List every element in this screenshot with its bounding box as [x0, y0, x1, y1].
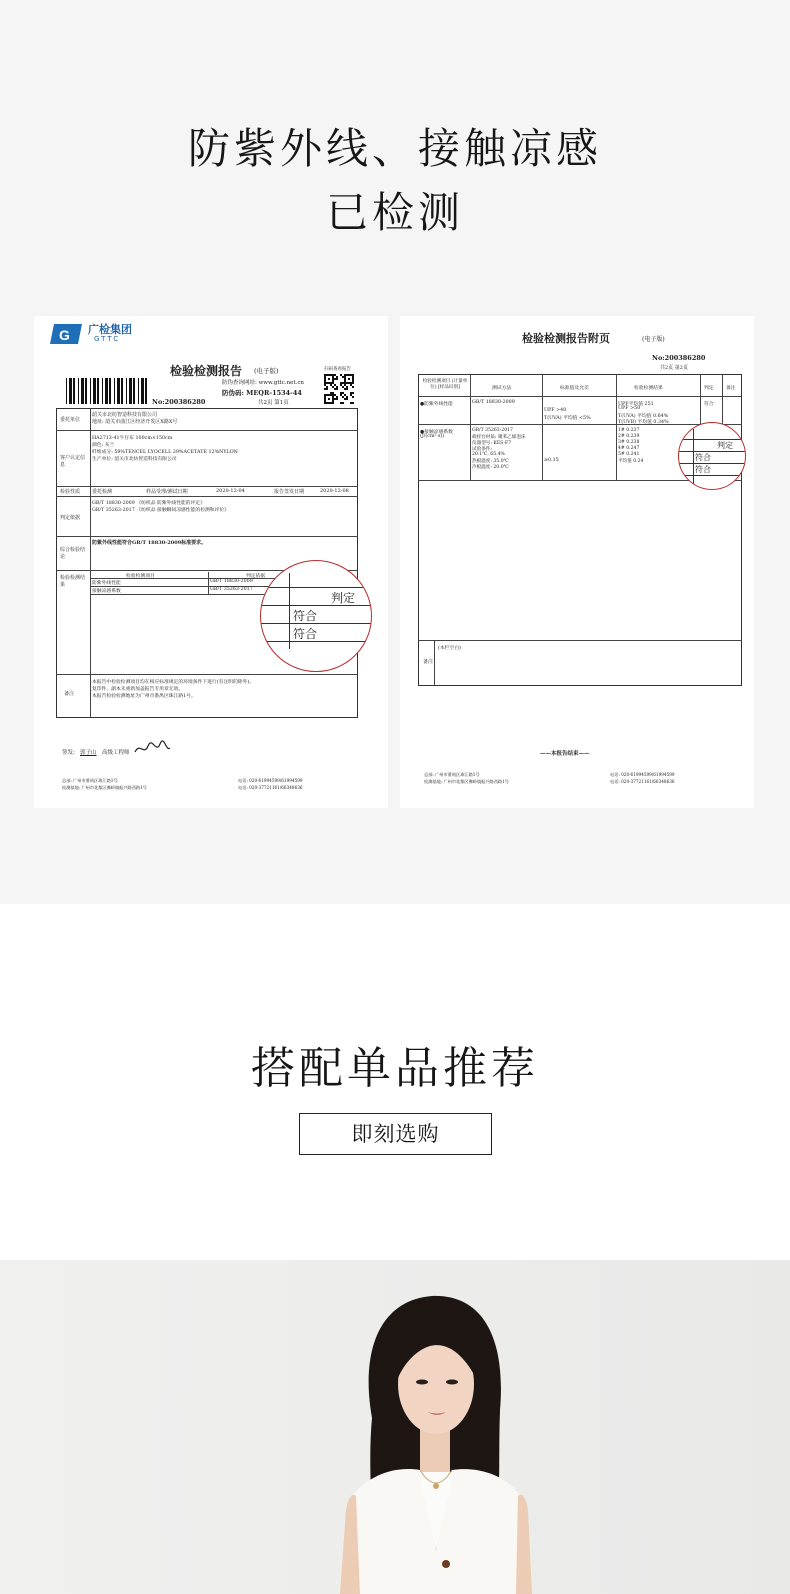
report-page-2: [400, 316, 754, 808]
zoom-circle: [260, 560, 372, 672]
zoom-header: 判定: [331, 591, 356, 605]
svg-text:G: G: [59, 327, 70, 343]
col-header-method: 测试方法: [492, 386, 512, 391]
col-header-standard: 标准值及允差: [560, 386, 589, 391]
results-row2-basis: GB/T 35263-2017: [210, 587, 253, 592]
recommend-section: [0, 904, 790, 1260]
remark-line-2: 复印件、副本未重新加盖报告专用章无效。: [92, 687, 184, 692]
appendix-zoom-circle: [678, 422, 746, 490]
col-header-remark: 备注: [726, 386, 736, 391]
headline-line2: 已检测: [325, 188, 464, 237]
appendix-footer-left-2: 检测基地: 广州市花都区狮岭镇振兴路西路1号: [424, 779, 509, 784]
footer-right-2: 电话: 020-37721161/66348636: [238, 785, 303, 790]
row2-result-5: 5# 0.241: [618, 452, 640, 457]
footer-left-2: 检测基地: 广州市花都区狮岭镇振兴路西路1号: [62, 785, 147, 790]
basis-line-2: GB/T 35263-2017 《纺织品 接触瞬间凉感性能的检测和评价》: [92, 508, 229, 513]
test-type-value: 委托检测: [92, 489, 113, 495]
issue-label: 报告签发日期: [274, 489, 305, 495]
footer-right-1: 电话: 020-61994599/61994599: [238, 778, 303, 783]
appendix-zoom-row-2: 符合: [695, 465, 711, 474]
appendix-title: 检验检测报告附页: [522, 332, 610, 345]
remark-line-1: 本报告中检验检测项目均在相应标准规定的环境条件下进行(有注明的除外)。: [92, 680, 255, 685]
client-address: 地址: 韶关市曲江区经济开发区X路X号: [92, 419, 178, 425]
row1-standard-1: UPF >40: [544, 408, 567, 413]
appendix-remark-label: 备注: [423, 659, 434, 665]
sample-label: 客户认定信息: [60, 455, 86, 468]
basis-label: 判定依据: [60, 515, 81, 521]
row2-item-2: (J/(cm²·s)): [420, 434, 445, 439]
report-title: 检验检测报告: [170, 364, 243, 378]
row2-method-2: 载样台材质: 聚苯乙烯泡沫: [472, 435, 526, 440]
row2-result-2: 2# 0.239: [618, 434, 640, 439]
col-header-verdict: 判定: [704, 386, 714, 391]
results-label: 检验检测结果: [60, 575, 86, 588]
appendix-pages: 共2页 第2页: [660, 365, 688, 371]
row1-method: GB/T 18830-2009: [472, 400, 515, 405]
row1-result-2: UPF >50: [618, 406, 641, 411]
row1-result-4: T(UVB) 平均值 0.34%: [618, 420, 669, 425]
row2-method-7: 冷板温度: 20.0℃: [472, 465, 509, 470]
col-header-item: 检验检测项目 (计量单位) [样品识别]: [422, 379, 468, 390]
row2-result-1: 1# 0.237: [618, 428, 640, 433]
date-label: 样品受理/测试日期: [146, 489, 188, 495]
issue-value: 2020-12-08: [320, 488, 349, 494]
row2-method-3: 仪器型号: KES-F7: [472, 441, 512, 446]
sign-label: 签发:: [62, 750, 75, 756]
row1-result-3: T(UVA) 平均值 0.64%: [618, 414, 669, 419]
signer-name: 郭子山: [80, 750, 97, 756]
appendix-zoom-header: 判定: [717, 441, 733, 450]
client-label: 委托单位: [60, 417, 81, 423]
logo-en: GTTC: [94, 335, 121, 343]
report-edition: (电子版): [254, 367, 279, 375]
results-head-basis: 判定依据: [246, 574, 266, 579]
model-photo: [0, 1260, 790, 1594]
row2-result-6: 平均值 0.24: [618, 459, 644, 464]
headline-line1: 防紫外线、接触凉感: [187, 124, 602, 173]
row1-item: ●防紫外线性能: [420, 402, 453, 407]
qr-code-icon: [324, 374, 354, 404]
signature-icon: [132, 740, 172, 758]
appendix-edition: (电子版): [642, 336, 665, 343]
barcode-icon: [66, 378, 152, 404]
row2-standard: ≥0.15: [544, 458, 559, 463]
appendix-zoom-row-1: 符合: [695, 453, 711, 462]
query-url: 防伪查询网址: www.gttc.net.cn: [222, 380, 304, 386]
row2-item-1: ●接触凉感系数: [420, 430, 453, 435]
sample-line-2: 颜色: 灰兰: [92, 443, 115, 448]
anti-fake-code: 防伪码: MEQR-1534-44: [222, 389, 302, 397]
shop-now-button[interactable]: 即刻选购: [299, 1113, 492, 1155]
row2-method-1: GB/T 35263-2017: [472, 428, 513, 433]
zoom-row-2: 符合: [293, 627, 318, 641]
results-row2-item: 接触凉感系数: [92, 589, 121, 594]
footer-left-1: 总部: 广州市番禺区珠江路1号: [62, 778, 118, 783]
row2-result-3: 3# 0.238: [618, 440, 640, 445]
signer-title: 高级工程师: [102, 750, 130, 756]
results-row1-item: 防紫外线性能: [92, 581, 121, 586]
results-head-item: 检验检测项目: [126, 574, 155, 579]
qr-caption: 扫码查看报告: [324, 367, 351, 372]
remark-line-3: 本报告检验检测地址为广州市番禺区珠江路1号。: [92, 694, 196, 699]
recommend-title: 搭配单品推荐: [251, 1043, 539, 1094]
appendix-number: No:200386280: [652, 354, 706, 362]
remark-label: 备注: [64, 691, 75, 697]
row2-method-5: 20.1℃, 65.4%: [472, 452, 505, 457]
sample-line-1: HA2713-41牛仔布 100cm×150cm: [92, 436, 173, 441]
basis-line-1: GB/T 18830-2009 《纺织品 防紫外线性能的评定》: [92, 501, 205, 506]
row2-method-4: 试验条件:: [472, 447, 492, 452]
appendix-remark-value: (本栏空白): [438, 646, 461, 651]
appendix-footer-right-1: 电话: 020-61994599/61994599: [610, 772, 675, 777]
row1-result-1: UPF平均值 251: [618, 402, 654, 407]
logo-cn: 广检集团: [88, 323, 132, 336]
page-count: 共2页 第1页: [258, 400, 289, 406]
report-page-1: [34, 316, 388, 808]
row2-method-6: 热板温度: 35.0℃: [472, 459, 509, 464]
row1-standard-2: T(UVA) 平均值 <5%: [544, 416, 591, 421]
row1-verdict: 符合: [704, 402, 714, 407]
appendix-footer-right-2: 电话: 020-37721161/66348636: [610, 779, 675, 784]
results-row1-basis: GB/T 18830-2009: [210, 579, 253, 584]
conclusion-value: 防紫外线性能符合GB/T 18830-2009标准要求。: [92, 540, 207, 546]
row2-result-4: 4# 0.247: [618, 446, 640, 451]
test-type-label: 检验性质: [60, 489, 81, 495]
conclusion-label: 综合检验结论: [60, 547, 86, 560]
model-photo-illustration: [0, 1260, 790, 1594]
report-end: ——本报告结束——: [540, 751, 590, 757]
report-number: No:200386280: [152, 398, 206, 406]
client-value: 韶关市北纺智造科技有限公司: [92, 412, 158, 418]
col-header-result: 检验检测结果: [634, 386, 663, 391]
gttc-logo-icon: [50, 322, 84, 346]
sample-line-3: 纤维成分: 59%TENCEL LYOCELL 29%ACETATE 12%NYLON: [92, 450, 238, 455]
zoom-row-1: 符合: [293, 609, 318, 623]
appendix-footer-left-1: 总部: 广州市番禺区珠江路1号: [424, 772, 480, 777]
sample-line-4: 生产单位: 韶关市北纺智造科技有限公司: [92, 457, 177, 462]
date-value: 2020-12-04: [216, 488, 245, 494]
